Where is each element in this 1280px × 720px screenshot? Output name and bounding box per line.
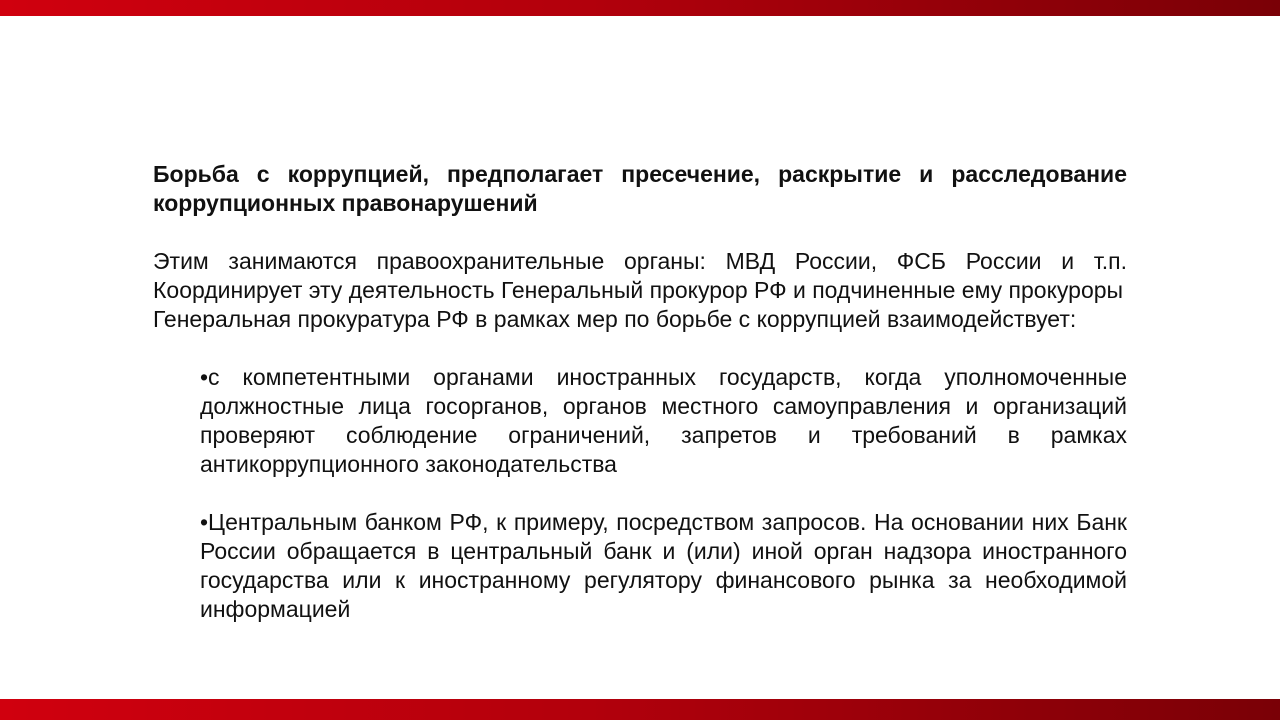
bottom-accent-bar	[0, 699, 1280, 720]
top-accent-bar	[0, 0, 1280, 16]
paragraph-prosecutor-interaction: Генеральная прокуратура РФ в рамках мер по борьбе с коррупцией взаимодействует:	[153, 306, 1077, 332]
paragraph-law-enforcement: Этим занимаются правоохранительные органы: МВД России, ФСБ России и т.п. Координирует эту деятельность Генеральный прокурор РФ и подчиненные ему прокуроры	[153, 248, 1127, 303]
bullet-central-bank: •Центральным банком РФ, к примеру, посредством запросов. На основании них Банк России обращается в центральный банк и (или) иной орган надзора иностранного государства или к иностранному регулятору финансового рынка за необходимой информацией	[200, 509, 1127, 622]
slide-content	[153, 160, 1127, 624]
bullet-foreign-authorities: •с компетентными органами иностранных государств, когда уполномоченные должностные лица госорганов, органов местного самоуправления и организаций проверяют соблюдение ограничений, запретов и требований в рамках антикоррупционного законодательства	[200, 364, 1127, 477]
bullet-list	[200, 363, 1127, 624]
slide-heading: Борьба с коррупцией, предполагает пресечение, раскрытие и расследование коррупционных правонарушений	[153, 161, 1127, 216]
